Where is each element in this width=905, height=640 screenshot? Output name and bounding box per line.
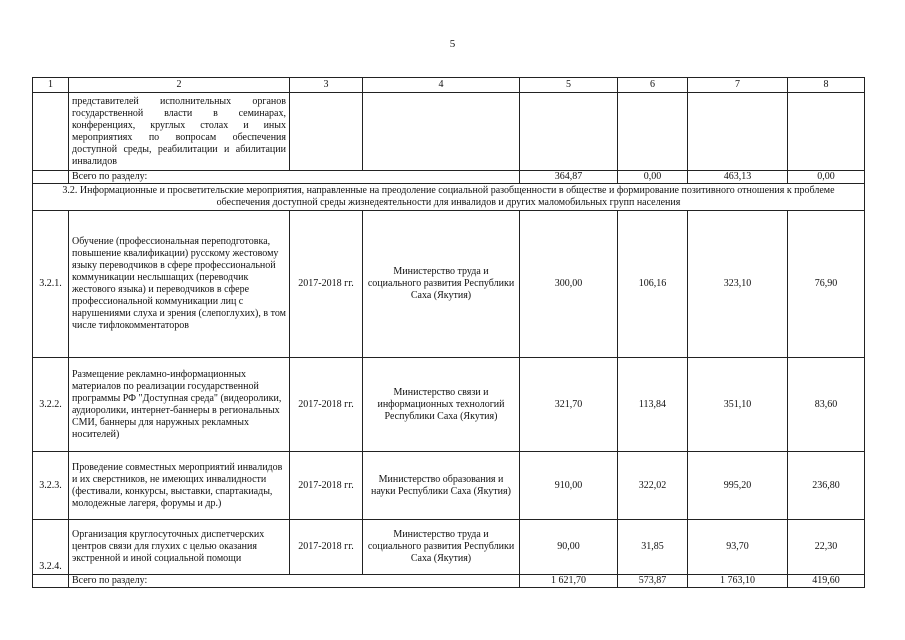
total-label: Всего по разделу: — [69, 575, 520, 588]
total-value: 0,00 — [618, 171, 688, 184]
table-row — [33, 520, 865, 575]
row-value: 236,80 — [788, 452, 865, 520]
section-title: 3.2. Информационные и просветительские мероприятия, направленные на преодоление социальной разобщенности в обществе и формирование позитивного отношения к проблеме обеспечения доступной среды жизнедеятельности для инвалидов и других маломобильных групп населения — [33, 184, 865, 211]
row-description: Обучение (профессиональная переподготовка, повышение квалификации) русскому жестовому языку переводчиков в сфере профессиональной коммуникации неслышащих (переводчик жестового языка) и переводчиков в сфере профессиональной коммуникации лиц с нарушениями слуха и зрения (слепоглухих), в том числе тифлокомментаторов — [69, 211, 290, 358]
row-period: 2017-2018 гг. — [290, 211, 363, 358]
row-executor: Министерство труда и социального развития Республики Саха (Якутия) — [363, 211, 520, 358]
row-value: 321,70 — [520, 358, 618, 452]
header-cell: 7 — [688, 78, 788, 93]
row-value: 322,02 — [618, 452, 688, 520]
continuation-text: представителей исполнительных органов государственной власти в семинарах, конференциях, круглых столах и иных мероприятиях по вопросам обеспечения доступной среды, реабилитации и абилитации инвалидов — [69, 93, 290, 171]
row-value: 93,70 — [688, 520, 788, 575]
total-value: 573,87 — [618, 575, 688, 588]
program-table — [32, 77, 865, 588]
row-number: 3.2.3. — [33, 452, 69, 520]
total-row — [33, 575, 865, 588]
header-cell: 3 — [290, 78, 363, 93]
row-description: Проведение совместных мероприятий инвалидов и их сверстников, не имеющих инвалидности (фестивали, конкурсы, выставки, спартакиады, молодежные лагеря, форумы и др.) — [69, 452, 290, 520]
row-period: 2017-2018 гг. — [290, 520, 363, 575]
row-period: 2017-2018 гг. — [290, 358, 363, 452]
row-description: Размещение рекламно-информационных материалов по реализации государственной программы РФ "Доступная среда" (видеоролики, аудиоролики, интернет-баннеры в региональных СМИ, баннеры для наружных рекламных носителей) — [69, 358, 290, 452]
row-number: 3.2.4. — [33, 520, 69, 575]
header-cell: 6 — [618, 78, 688, 93]
row-value: 31,85 — [618, 520, 688, 575]
row-description: Организация круглосуточных диспетчерских центров связи для глухих с целью оказания экстренной и иной социальной помощи — [69, 520, 290, 575]
header-cell: 1 — [33, 78, 69, 93]
row-value: 910,00 — [520, 452, 618, 520]
total-value: 0,00 — [788, 171, 865, 184]
total-value: 463,13 — [688, 171, 788, 184]
total-value: 1 621,70 — [520, 575, 618, 588]
total-row — [33, 171, 865, 184]
page-number: 5 — [449, 38, 456, 50]
header-cell: 4 — [363, 78, 520, 93]
row-value: 76,90 — [788, 211, 865, 358]
row-value: 106,16 — [618, 211, 688, 358]
row-executor: Министерство связи и информационных технологий Республики Саха (Якутия) — [363, 358, 520, 452]
row-executor: Министерство образования и науки Республики Саха (Якутия) — [363, 452, 520, 520]
row-period: 2017-2018 гг. — [290, 452, 363, 520]
row-value: 90,00 — [520, 520, 618, 575]
row-value: 351,10 — [688, 358, 788, 452]
table-row — [33, 358, 865, 452]
total-value: 1 763,10 — [688, 575, 788, 588]
table-row — [33, 211, 865, 358]
total-value: 364,87 — [520, 171, 618, 184]
table-row — [33, 93, 865, 171]
row-number: 3.2.1. — [33, 211, 69, 358]
header-row — [33, 78, 865, 93]
row-executor: Министерство труда и социального развития Республики Саха (Якутия) — [363, 520, 520, 575]
row-value: 83,60 — [788, 358, 865, 452]
header-cell: 2 — [69, 78, 290, 93]
row-value: 995,20 — [688, 452, 788, 520]
row-number: 3.2.2. — [33, 358, 69, 452]
row-value: 22,30 — [788, 520, 865, 575]
total-value: 419,60 — [788, 575, 865, 588]
row-value: 300,00 — [520, 211, 618, 358]
header-cell: 8 — [788, 78, 865, 93]
total-label: Всего по разделу: — [69, 171, 520, 184]
row-value: 323,10 — [688, 211, 788, 358]
section-row — [33, 184, 865, 211]
row-value: 113,84 — [618, 358, 688, 452]
table-row — [33, 452, 865, 520]
header-cell: 5 — [520, 78, 618, 93]
